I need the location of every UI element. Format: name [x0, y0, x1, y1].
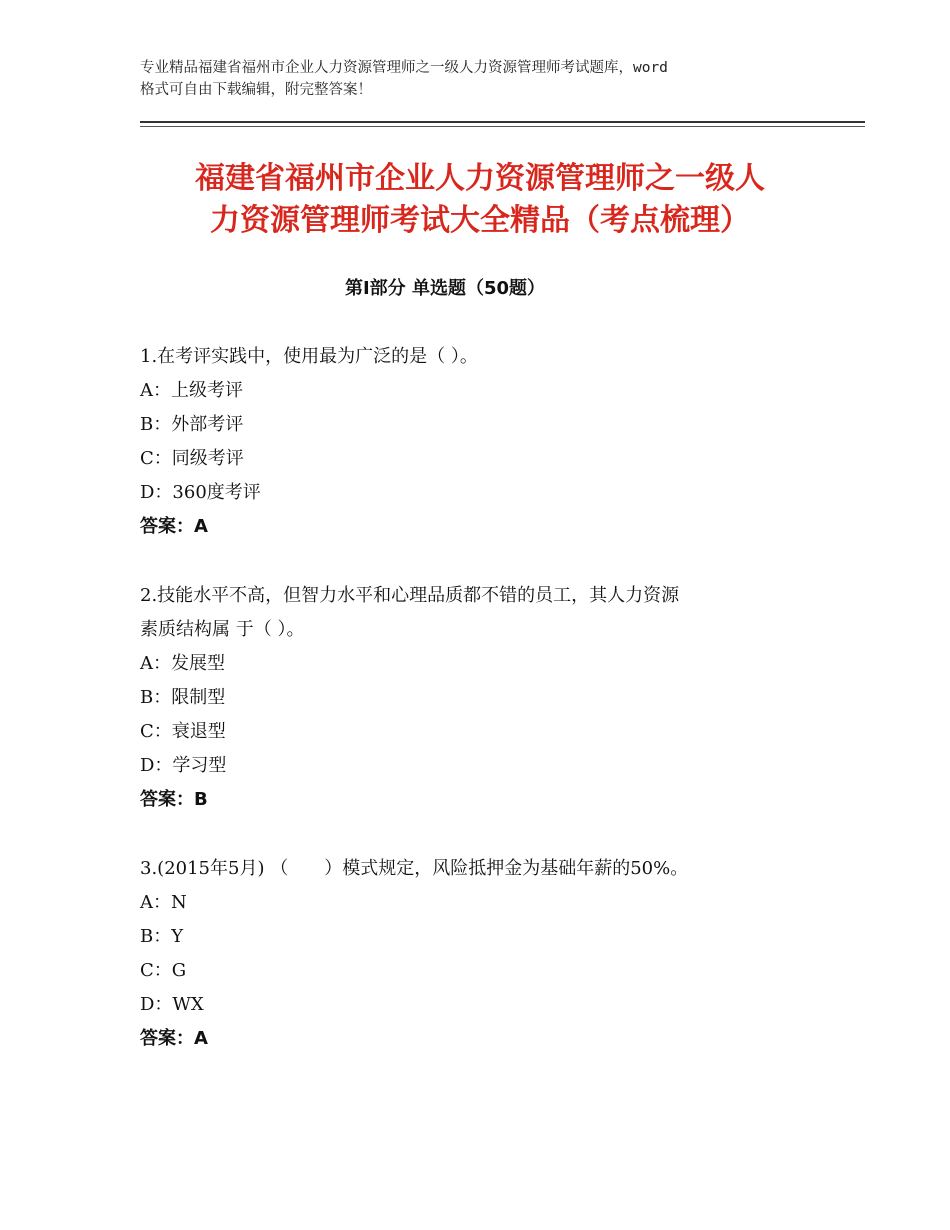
option-d: D：360度考评: [140, 482, 261, 503]
option-a: A：上级考评: [140, 380, 243, 401]
option-c: C：G: [140, 960, 187, 981]
question-text: 1.在考评实践中，使用最为广泛的是（ ）。: [140, 346, 478, 367]
option-d: D：WX: [140, 994, 204, 1015]
option-b: B：外部考评: [140, 414, 244, 435]
option-b: B：Y: [140, 926, 184, 947]
option-a: A：N: [140, 892, 187, 913]
document-title: [140, 158, 820, 242]
header-note-line: 格式可自由下载编辑，附完整答案！: [140, 82, 372, 98]
section-title: 第Ⅰ部分 单选题（50题）: [344, 278, 545, 299]
question-1: [140, 340, 820, 544]
question-text: 2.技能水平不高，但智力水平和心理品质都不错的员工，其人力资源: [140, 585, 680, 606]
question-text: 3.(2015年5月) （ ）模式规定，风险抵押金为基础年薪的50%。: [140, 858, 689, 879]
header-divider-thick: [140, 121, 865, 123]
header-note: [140, 57, 840, 101]
option-d: D：学习型: [140, 755, 227, 776]
document-title-line: 福建省福州市企业人力资源管理师之一级人: [195, 161, 765, 196]
option-c: C：同级考评: [140, 448, 244, 469]
option-b: B：限制型: [140, 687, 226, 708]
option-a: A：发展型: [140, 653, 225, 674]
answer: 答案：B: [140, 789, 208, 810]
option-c: C：衰退型: [140, 721, 226, 742]
answer: 答案：A: [140, 516, 208, 537]
header-divider-thin: [140, 126, 865, 127]
question-3: [140, 852, 820, 1056]
answer: 答案：A: [140, 1028, 208, 1049]
document-title-line: 力资源管理师考试大全精品（考点梳理）: [210, 203, 750, 238]
question-2: [140, 579, 820, 817]
header-note-line: 专业精品福建省福州市企业人力资源管理师之一级人力资源管理师考试题库，word: [140, 60, 668, 76]
question-text-continued: 素质结构属 于（ ）。: [140, 619, 305, 640]
